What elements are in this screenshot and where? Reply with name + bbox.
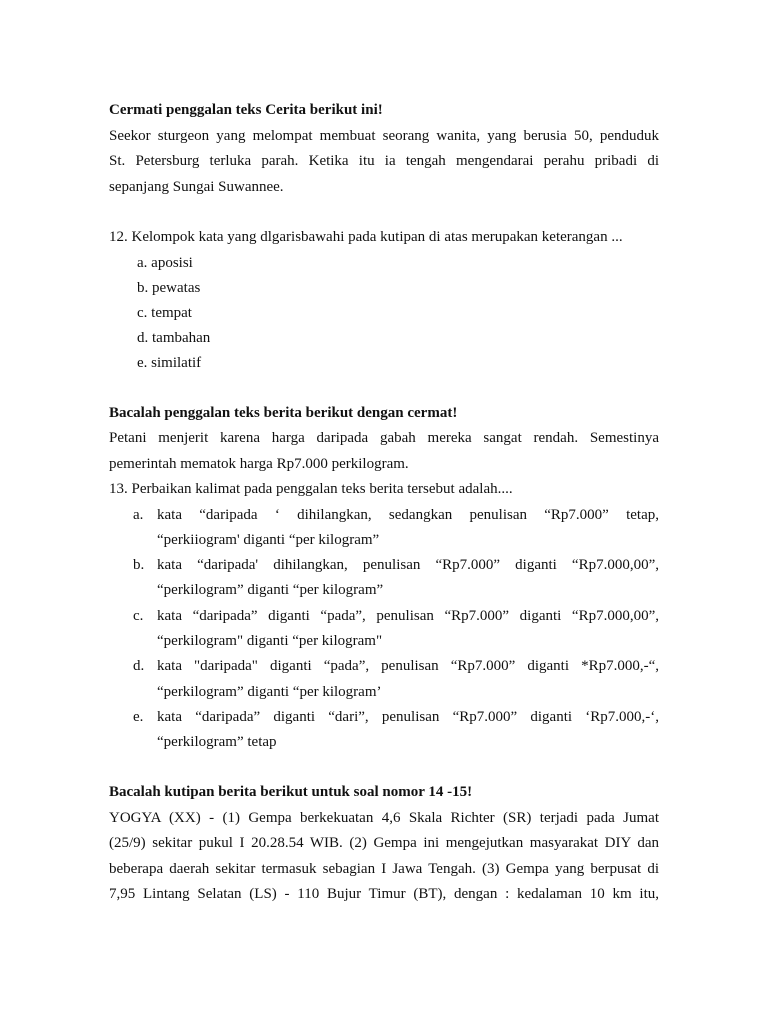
q13-option: [133, 553, 659, 604]
document-content: [109, 98, 659, 908]
passage1-line: St. Petersburg terluka parah. Ketika itu ia tengah mengendarai perahu pribadi di: [109, 153, 659, 169]
q13-option-line: “perkilogram” tetap: [157, 734, 277, 751]
passage3-line: beberapa daerah sekitar termasuk sebagian I Jawa Tengah. (3) Gempa yang berpusat di: [109, 860, 659, 877]
q13-option-letter: c.: [133, 607, 144, 624]
passage3-line: YOGYA (XX) - (1) Gempa berkekuatan 4,6 Skala Richter (SR) terjadi pada Jumat: [109, 809, 659, 826]
passage1-heading: Cermati penggalan teks Cerita berikut ini!: [109, 102, 383, 118]
q13-option: [133, 604, 659, 655]
q12-option: a. aposisi: [137, 254, 193, 271]
q13-option-line: kata “daripada' dihilangkan, penulisan “Rp7.000” diganti “Rp7.000,00”,: [157, 557, 659, 574]
passage2-line: pemerintah mematok harga Rp7.000 perkilogram.: [109, 455, 409, 472]
q13-option-line: kata “daripada” diganti “dari”, penulisan “Rp7.000” diganti ‘Rp7.000,-‘,: [157, 708, 659, 725]
passage3-line: 7,95 Lintang Selatan (LS) - 110 Bujur Timur (BT), dengan : kedalaman 10 km itu,: [109, 886, 659, 903]
passage1-line: sepanjang Sungai Suwannee.: [109, 178, 284, 195]
q13-option-line: “perkilogram” diganti “per kilogram”: [157, 582, 384, 599]
q12-option: d. tambahan: [137, 329, 211, 346]
q13-option-line: “perkilogram" diganti “per kilogram": [157, 632, 383, 649]
q13-option-letter: a.: [133, 506, 144, 523]
q12-option: b. pewatas: [137, 279, 201, 296]
q13-option-line: “perkiiogram' diganti “per kilogram”: [157, 531, 380, 548]
q13-option-line: kata “daripada” diganti “pada”, penulisan “Rp7.000” diganti “Rp7.000,00”,: [157, 607, 659, 624]
q13-option-letter: b.: [133, 557, 145, 574]
q12-option: c. tempat: [137, 304, 192, 321]
passage3-line: (25/9) sekitar pukul I 20.28.54 WIB. (2) Gempa ini mengejutkan masyarakat DIY dan: [109, 835, 659, 852]
passage2-line: Petani menjerit karena harga daripada gabah mereka sangat rendah. Semestinya: [109, 430, 659, 446]
q13-option-line: “perkilogram” diganti “per kilogram’: [157, 683, 382, 700]
q13-option: [133, 654, 659, 705]
q13-option-letter: e.: [133, 708, 144, 725]
q13-option: [133, 705, 659, 756]
q13-option-line: kata "daripada" diganti “pada”, penulisan “Rp7.000” diganti *Rp7.000,-“,: [157, 658, 659, 675]
question-12: 12. Kelompok kata yang dlgarisbawahi pada kutipan di atas merupakan keterangan ...: [109, 229, 623, 245]
question-13-options: [109, 503, 659, 756]
q13-option: [133, 503, 659, 554]
q13-option-line: kata “daripada ‘ dihilangkan, sedangkan penulisan “Rp7.000” tetap,: [157, 506, 659, 523]
question-13: 13. Perbaikan kalimat pada penggalan teks berita tersebut adalah....: [109, 481, 513, 497]
q12-option: e. similatif: [137, 354, 202, 371]
q13-option-letter: d.: [133, 658, 145, 675]
passage1-line: Seekor sturgeon yang melompat membuat seorang wanita, yang berusia 50, penduduk: [109, 127, 659, 144]
passage2-heading: Bacalah penggalan teks berita berikut dengan cermat!: [109, 404, 458, 421]
passage3-heading: Bacalah kutipan berita berikut untuk soal nomor 14 -15!: [109, 784, 473, 801]
question-12-options: [109, 251, 659, 376]
